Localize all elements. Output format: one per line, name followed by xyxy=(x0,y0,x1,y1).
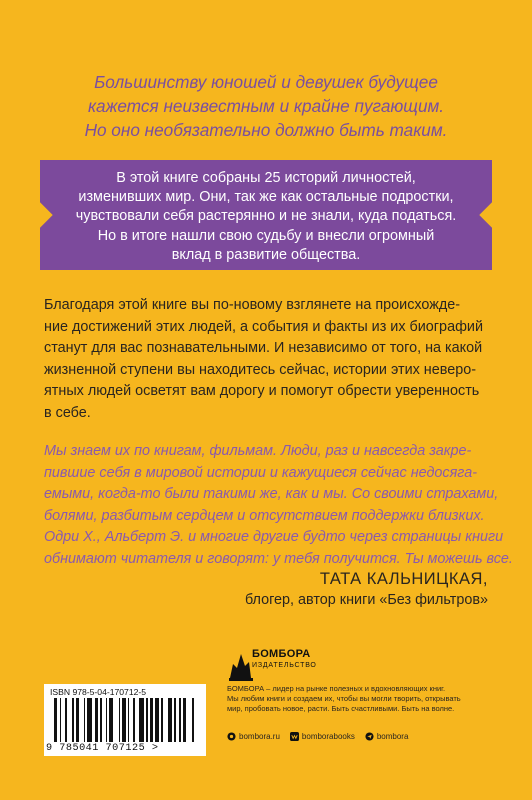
barcode-bar xyxy=(87,698,92,742)
social-handle: bombora.ru xyxy=(239,732,280,741)
intro-tagline xyxy=(40,70,492,142)
highlight-line: В этой книге собраны 25 историй личностей, xyxy=(116,170,416,186)
barcode-bar xyxy=(76,698,79,742)
barcode-bar xyxy=(106,698,108,742)
barcode-bar xyxy=(139,698,144,742)
body-line: Благодаря этой книге вы по-новому взглянете на происхожде- xyxy=(44,297,461,313)
body-line: жизненной ступени вы находитесь сейчас, истории этих неверо- xyxy=(44,361,477,378)
barcode-bar xyxy=(183,698,186,742)
barcode-bar xyxy=(192,698,194,742)
barcode-bar xyxy=(109,698,112,742)
quote-line: пившие себя в мировой истории и кажущиеся сейчас недосяга- xyxy=(44,464,478,481)
quote-line: емыми, когда-то были такими же, как и мы. Со своими страхами, xyxy=(44,486,499,503)
intro-line: кажется неизвестным и крайне пугающим. xyxy=(87,96,445,116)
body-line: ятных людей осветят вам дорогу и помогут обрести уверенность xyxy=(44,383,480,400)
barcode-bar xyxy=(72,698,74,742)
messenger-icon xyxy=(365,732,374,741)
isbn-number: ISBN 978-5-04-170712-5 xyxy=(50,687,147,697)
box-notch-left xyxy=(27,202,52,227)
barcode-bar xyxy=(128,698,130,742)
quote-author xyxy=(245,568,488,610)
circle-icon xyxy=(227,732,236,741)
barcode-bar xyxy=(54,698,57,742)
body-line: ние достижений этих людей, а события и факты из их биографий xyxy=(44,318,483,335)
highlight-box xyxy=(40,160,492,270)
highlight-line: Но в итоге нашли свою судьбу и внесли огромный xyxy=(97,227,435,244)
barcode-bar xyxy=(65,698,67,742)
quote-paragraph xyxy=(44,441,513,571)
social-messenger[interactable] xyxy=(365,732,409,741)
box-notch-right xyxy=(479,202,504,227)
barcode-bar xyxy=(174,698,176,742)
social-handle: bombora xyxy=(376,732,409,741)
social-website[interactable] xyxy=(227,732,280,741)
barcode-bars xyxy=(54,698,196,742)
intro-line: Но оно необязательно должно быть таким. xyxy=(84,120,448,140)
publisher-subtitle: ИЗДАТЕЛЬСТВО xyxy=(252,662,317,669)
quote-line: болями, разбитым сердцем и отсутствием поддержки близких. xyxy=(44,507,485,524)
quote-line: обнимают читателя и говорят: у тебя получится. Ты можешь все. xyxy=(44,550,513,567)
highlight-line: вклад в развитие общества. xyxy=(171,246,361,263)
publisher-line: мир, пробовать новое, расти. Быть счастливыми. Быть на волне. xyxy=(227,704,455,713)
vk-icon xyxy=(290,732,299,741)
publisher-socials xyxy=(227,732,408,741)
highlight-line: изменивших мир. Они, так же как остальные подростки, xyxy=(78,189,454,206)
publisher-line: Мы любим книги и создаем их, чтобы вы могли творить, открывать xyxy=(227,694,461,703)
author-name: ТАТА КАЛЬНИЦКАЯ, xyxy=(319,570,488,588)
social-handle: bomborabooks xyxy=(301,732,355,741)
highlight-text xyxy=(62,169,470,265)
barcode-bar xyxy=(150,698,153,742)
barcode-bar xyxy=(179,698,181,742)
body-paragraph xyxy=(44,295,488,425)
barcode-bar xyxy=(84,698,86,742)
barcode-bar xyxy=(95,698,98,742)
barcode-bar xyxy=(146,698,148,742)
barcode-bar xyxy=(133,698,135,742)
author-role: блогер, автор книги «Без фильтров» xyxy=(244,592,488,608)
social-vk[interactable] xyxy=(290,732,355,741)
publisher-description xyxy=(227,684,461,714)
barcode-bar xyxy=(155,698,158,742)
publisher-name: БОМБОРА xyxy=(252,648,311,660)
highlight-line: чувствовали себя растерянно и не знали, куда податься. xyxy=(75,208,457,225)
barcode-panel xyxy=(44,684,206,756)
body-line: в себе. xyxy=(44,404,91,421)
barcode-bar xyxy=(119,698,121,742)
quote-line: Мы знаем их по книгам, фильмам. Люди, раз и навсегда закре- xyxy=(44,443,472,459)
publisher-line: БОМБОРА – лидер на рынке полезных и вдохновляющих книг. xyxy=(227,684,446,693)
intro-line: Большинству юношей и девушек будущее xyxy=(94,72,438,92)
barcode-bar xyxy=(60,698,62,742)
barcode-digits: 9 785041 707125 > xyxy=(46,743,159,754)
quote-line: Одри Х., Альберт Э. и многие другие будто через страницы книги xyxy=(44,529,504,546)
barcode-bar xyxy=(168,698,171,742)
barcode-bar xyxy=(100,698,102,742)
body-line: станут для вас познавательными. И независимо от того, на какой xyxy=(44,340,483,357)
barcode-bar xyxy=(161,698,163,742)
barcode-bar xyxy=(122,698,125,742)
